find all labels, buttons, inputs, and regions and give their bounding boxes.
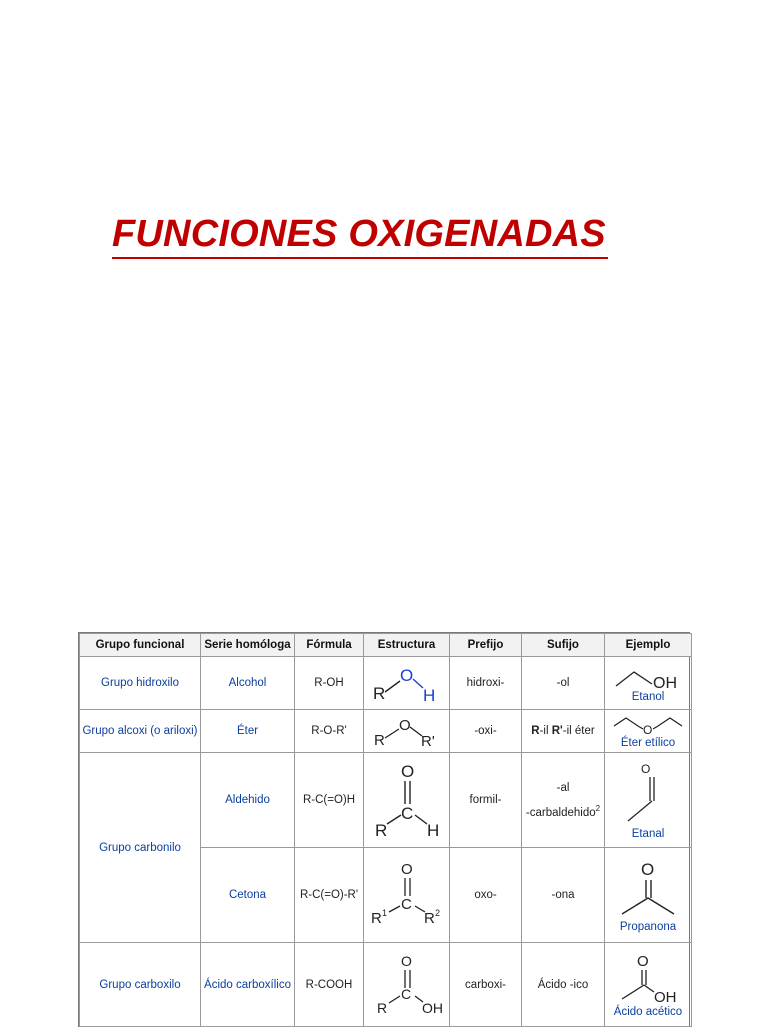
cell-sufijo: -ol: [522, 657, 605, 710]
header-sufijo: Sufijo: [522, 634, 605, 657]
propanona-o: O: [641, 859, 655, 879]
header-ejemplo: Ejemplo: [605, 634, 692, 657]
struct-h: H: [422, 686, 435, 705]
header-estructura: Estructura: [364, 634, 450, 657]
struct-sup-1: 1: [381, 908, 387, 918]
struct-r: R: [374, 821, 387, 840]
sufijo-r: R: [531, 725, 540, 737]
cell-grupo[interactable]: Grupo carbonilo: [80, 753, 201, 943]
eter-etilico-structure: [610, 714, 686, 736]
ejemplo-label[interactable]: Propanona: [619, 920, 677, 933]
cell-formula: R-COOH: [295, 943, 364, 1027]
cell-ejemplo: [605, 943, 692, 1027]
struct-r2: R: [423, 910, 435, 927]
propanona-structure: [610, 858, 686, 920]
cetona-structure: [367, 860, 447, 930]
footnote-2[interactable]: 2: [595, 803, 601, 813]
acetico-o: O: [637, 953, 649, 970]
cell-estructura: [364, 753, 450, 848]
cell-prefijo: formil-: [450, 753, 522, 848]
struct-r: R: [373, 732, 385, 749]
sufijo-carbaldehido: -carbaldehido: [525, 806, 596, 819]
struct-c: C: [400, 985, 411, 1002]
acido-structure: [367, 952, 447, 1018]
struct-o: O: [400, 952, 412, 969]
cell-grupo[interactable]: Grupo hidroxilo: [80, 657, 201, 710]
struct-o: O: [400, 861, 413, 878]
cell-ejemplo: [605, 657, 692, 710]
table-row: [80, 753, 692, 848]
struct-r: R: [372, 684, 385, 703]
cell-formula: R-C(=O)H: [295, 753, 364, 848]
cell-grupo[interactable]: Grupo carboxilo: [80, 943, 201, 1027]
etanal-structure: [610, 761, 686, 827]
cell-estructura: [364, 657, 450, 710]
cell-grupo[interactable]: Grupo alcoxi (o ariloxi): [80, 710, 201, 753]
sufijo-r2: R': [551, 725, 563, 737]
cell-prefijo: hidroxi-: [450, 657, 522, 710]
sufijo-line-1: -al: [556, 781, 570, 794]
alcohol-structure: [367, 659, 447, 707]
cell-sufijo: [522, 710, 605, 753]
table-row: [80, 657, 692, 710]
struct-r: R: [376, 999, 387, 1016]
cell-serie[interactable]: Ácido carboxílico: [201, 943, 295, 1027]
sufijo-mid: -il: [539, 725, 552, 737]
ejemplo-label[interactable]: Etanal: [631, 827, 665, 840]
cell-serie[interactable]: Aldehido: [201, 753, 295, 848]
etanol-structure: [610, 664, 686, 690]
cell-prefijo: -oxi-: [450, 710, 522, 753]
acido-acetico-structure: [610, 951, 686, 1005]
etanal-o: O: [641, 761, 651, 776]
cell-estructura: [364, 848, 450, 943]
cell-estructura: [364, 710, 450, 753]
header-serie-homologa: Serie homóloga: [201, 634, 295, 657]
acetico-oh: OH: [654, 989, 677, 1005]
struct-h: H: [426, 821, 439, 840]
struct-r1: R: [370, 910, 382, 927]
etanol-oh: OH: [653, 674, 677, 690]
eter-o: O: [643, 722, 653, 736]
title-underline: [112, 257, 608, 259]
functional-groups-table: [79, 633, 692, 1027]
cell-ejemplo: [605, 753, 692, 848]
struct-sup-2: 2: [434, 908, 440, 918]
ejemplo-label[interactable]: Etanol: [631, 690, 665, 703]
struct-c: C: [400, 804, 413, 823]
cell-serie[interactable]: Cetona: [201, 848, 295, 943]
cell-sufijo: [522, 753, 605, 848]
header-formula: Fórmula: [295, 634, 364, 657]
struct-r-prime: R': [420, 733, 435, 750]
table-header-row: [80, 634, 692, 657]
struct-o: O: [398, 717, 411, 734]
cell-sufijo: -ona: [522, 848, 605, 943]
cell-estructura: [364, 943, 450, 1027]
ejemplo-label[interactable]: Ácido acético: [613, 1006, 683, 1018]
sufijo-line-2: [524, 804, 602, 819]
cell-formula: R-O-R': [295, 710, 364, 753]
struct-c: C: [400, 896, 412, 913]
table-row: [80, 943, 692, 1027]
header-grupo-funcional: Grupo funcional: [80, 634, 201, 657]
cell-sufijo: Ácido -ico: [522, 943, 605, 1027]
ejemplo-label[interactable]: Éter etílico: [620, 736, 676, 749]
table-row: [80, 710, 692, 753]
cell-formula: R-C(=O)-R': [295, 848, 364, 943]
aldehido-structure: [367, 757, 447, 843]
functional-groups-table-wrap: [78, 632, 690, 1027]
cell-serie[interactable]: Alcohol: [201, 657, 295, 710]
page-title: FUNCIONES OXIGENADAS: [112, 213, 606, 255]
struct-oh: OH: [421, 999, 443, 1016]
cell-serie[interactable]: Éter: [201, 710, 295, 753]
sufijo-end: -il éter: [562, 725, 595, 737]
struct-o: O: [400, 762, 414, 781]
cell-ejemplo: [605, 710, 692, 753]
cell-ejemplo: [605, 848, 692, 943]
eter-structure: [367, 711, 447, 751]
header-prefijo: Prefijo: [450, 634, 522, 657]
struct-o: O: [399, 666, 413, 685]
cell-prefijo: oxo-: [450, 848, 522, 943]
cell-prefijo: carboxi-: [450, 943, 522, 1027]
cell-formula: R-OH: [295, 657, 364, 710]
